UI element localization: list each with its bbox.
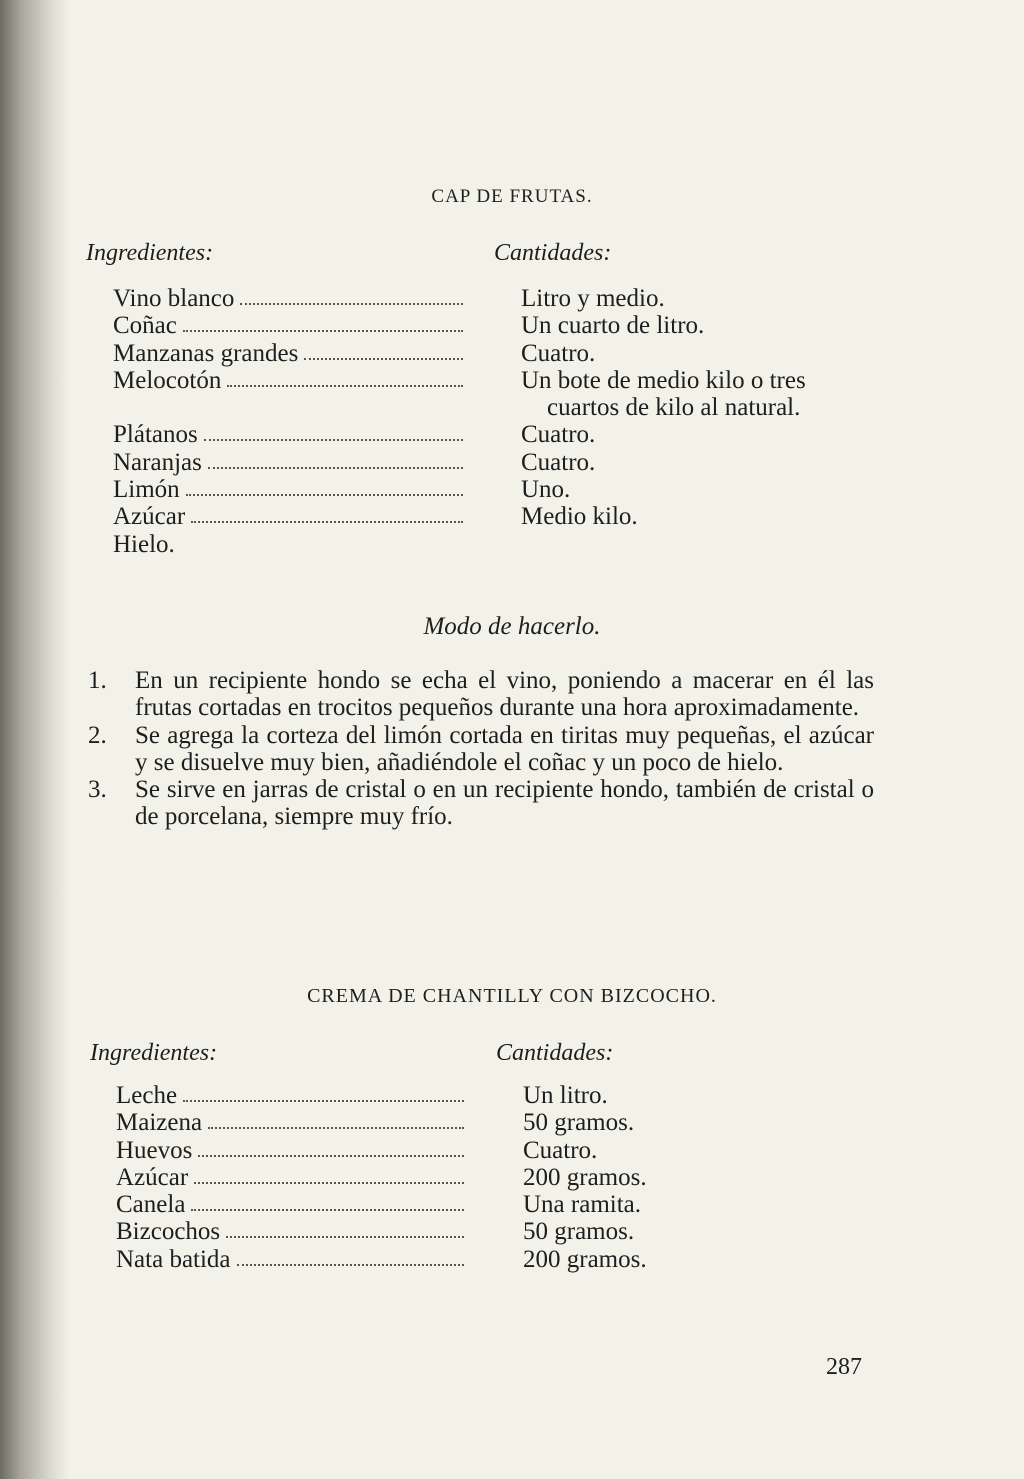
ingredient-item: Plátanos (113, 421, 463, 448)
recipe-2-ingredient-list (116, 1082, 464, 1273)
ingredient-item: Azúcar (116, 1164, 464, 1191)
ingredient-item: Naranjas (113, 449, 463, 476)
ingredient-item: Nata batida (116, 1246, 464, 1273)
quantity-item: Un litro. (523, 1082, 608, 1109)
ingredient-item: Limón (113, 476, 463, 503)
ingredient-item: Maizena (116, 1109, 464, 1136)
step-number: 3. (88, 776, 107, 804)
quantity-item: Uno. (521, 476, 571, 504)
quantity-item: Un cuarto de litro. (521, 312, 705, 340)
quantity-item: Medio kilo. (521, 503, 638, 531)
ingredient-item: Manzanas grandes (113, 340, 463, 367)
method-step (88, 722, 874, 777)
quantity-item-continuation: cuartos de kilo al natural. (547, 394, 801, 422)
step-number: 2. (88, 721, 107, 749)
ingredient-spacer (113, 394, 463, 421)
step-text: Se agrega la corteza del limón cortada en tiritas muy pequeñas, el azúcar y se disuelve muy bien, añadiéndole el coñac y un poco de hielo. (135, 721, 874, 776)
page-number: 287 (826, 1354, 862, 1380)
ingredient-item: Melocotón (113, 367, 463, 394)
quantity-item: 50 gramos. (523, 1218, 635, 1246)
recipe-1-quantities-header: Cantidades: (494, 240, 612, 266)
step-number: 1. (88, 667, 107, 694)
recipe-2-ingredients-header: Ingredientes: (90, 1040, 218, 1066)
recipe-1-quantity-list (521, 285, 806, 531)
ingredient-item: Canela (116, 1191, 464, 1218)
ingredient-item: Coñac (113, 312, 463, 339)
recipe-2-quantities-header: Cantidades: (496, 1040, 614, 1066)
quantity-item: Un bote de medio kilo o tres (521, 366, 806, 394)
method-step (88, 667, 874, 722)
ingredient-item: Hielo. (113, 530, 175, 558)
ingredient-item: Vino blanco (113, 285, 463, 312)
method-step (88, 776, 874, 831)
quantity-item: Cuatro. (521, 339, 596, 367)
ingredient-item: Leche (116, 1082, 464, 1109)
quantity-item: Cuatro. (521, 421, 596, 449)
ingredient-item: Huevos (116, 1137, 464, 1164)
recipe-2-quantity-list (523, 1082, 647, 1273)
recipe-1-ingredient-list (113, 285, 463, 558)
method-header: Modo de hacerlo. (423, 613, 601, 640)
quantity-item: Una ramita. (523, 1191, 642, 1219)
recipe-1-title: CAP DE FRUTAS. (431, 186, 593, 207)
step-text: Se sirve en jarras de cristal o en un recipiente hondo, también de cristal o de porcelana, siempre muy frío. (135, 776, 874, 831)
step-text: En un recipiente hondo se echa el vino, poniendo a macerar en él las frutas cortadas en trocitos pequeños durante una hora aproximadamente. (135, 667, 874, 722)
recipe-1-ingredients-header: Ingredientes: (86, 240, 214, 266)
quantity-item: 200 gramos. (523, 1245, 647, 1273)
method-steps (88, 667, 874, 831)
quantity-item: 50 gramos. (523, 1109, 635, 1137)
quantity-item: Cuatro. (521, 448, 596, 476)
recipe-2-title: CREMA DE CHANTILLY CON BIZCOCHO. (307, 985, 717, 1007)
quantity-item: Litro y medio. (521, 285, 665, 312)
ingredient-item: Bizcochos (116, 1218, 464, 1245)
ingredient-item: Azúcar (113, 503, 463, 530)
quantity-item: 200 gramos. (523, 1163, 647, 1191)
quantity-item: Cuatro. (523, 1136, 598, 1164)
